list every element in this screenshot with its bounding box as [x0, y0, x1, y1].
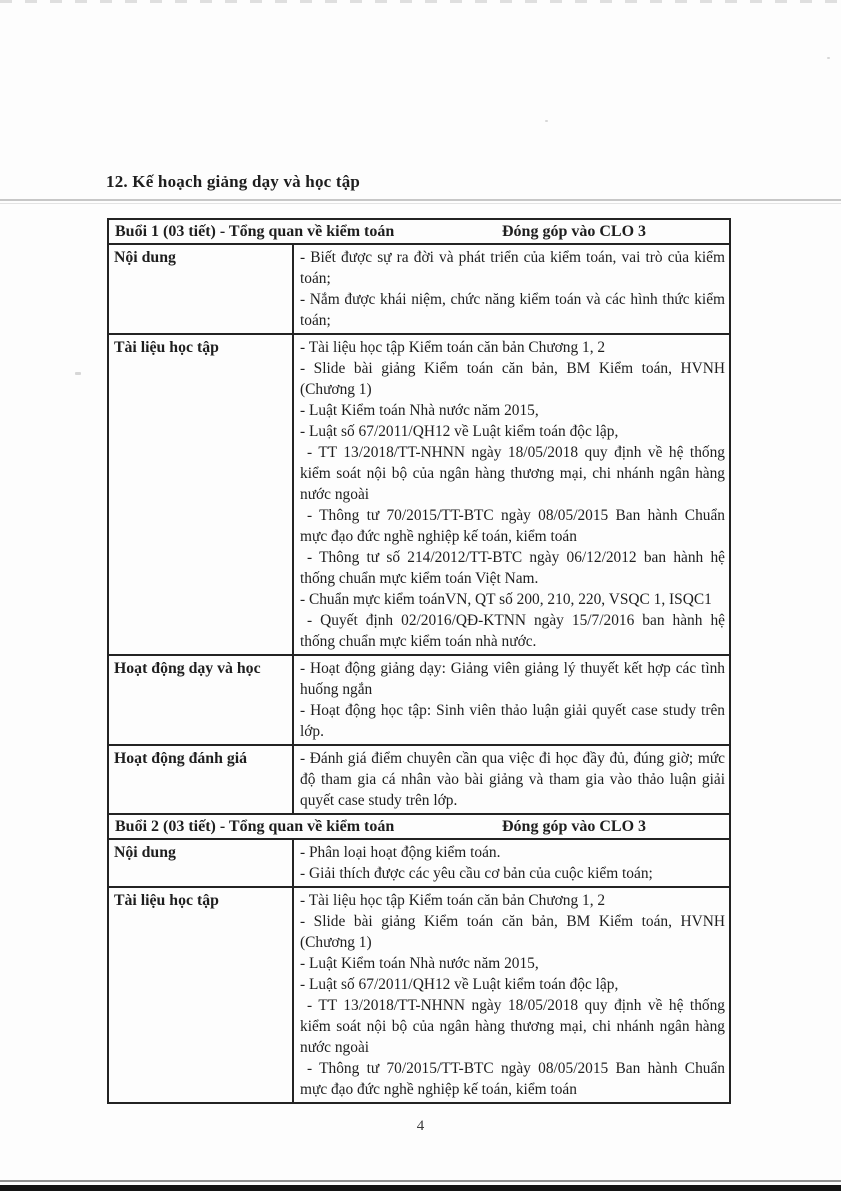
session-2-header: [109, 813, 729, 838]
table-row: [109, 744, 729, 813]
bullet-item: - Nắm được khái niệm, chức năng kiểm toán và các hình thức kiểm toán;: [300, 291, 725, 329]
row-content: [294, 656, 729, 744]
table-row: [109, 333, 729, 654]
bullet-item: - Thông tư số 214/2012/TT-BTC ngày 06/12/2012 ban hành hệ thống chuẩn mực kiểm toán Việt Nam.: [300, 549, 725, 587]
bullet-item: - Slide bài giảng Kiểm toán căn bản, BM Kiểm toán, HVNH (Chương 1): [300, 913, 725, 951]
bullet-item: - Biết được sự ra đời và phát triển của kiểm toán, vai trò của kiểm toán;: [300, 249, 725, 287]
bullet-item: - Luật số 67/2011/QH12 về Luật kiểm toán độc lập,: [300, 423, 619, 440]
bullet-item: - Thông tư 70/2015/TT-BTC ngày 08/05/2015 Ban hành Chuẩn mực đạo đức nghề nghiệp kế toán, kiểm toán: [300, 507, 725, 545]
session-2-clo-contribution: Đóng góp vào CLO 3: [502, 818, 647, 835]
session-1-header: [109, 220, 729, 243]
scan-horizontal-rule-faint: [0, 203, 841, 204]
table-row: [109, 838, 729, 886]
bullet-item: - Hoạt động học tập: Sinh viên thảo luận giải quyết case study trên lớp.: [300, 702, 725, 740]
bullet-item: - Thông tư 70/2015/TT-BTC ngày 08/05/2015 Ban hành Chuẩn mực đạo đức nghề nghiệp kế toán, kiểm toán: [300, 1060, 725, 1098]
session-1-clo-contribution: Đóng góp vào CLO 3: [502, 223, 647, 240]
scan-speck: [827, 57, 830, 59]
row-content: [294, 840, 729, 886]
bullet-item: - Đánh giá điểm chuyên cần qua việc đi học đầy đủ, đúng giờ; mức độ tham gia cá nhân vào bài giảng và tham gia vào thảo luận giải quyết case study trên lớp.: [300, 750, 725, 809]
scan-top-edge-artifact: [0, 0, 841, 3]
row-content: [294, 245, 729, 333]
bullet-item: - Tài liệu học tập Kiểm toán căn bản Chương 1, 2: [300, 892, 606, 909]
row-label-hoat-dong-danh-gia: Hoạt động đánh giá: [109, 746, 294, 813]
page-number: 4: [416, 1118, 425, 1134]
bullet-item: - Luật số 67/2011/QH12 về Luật kiểm toán độc lập,: [300, 976, 619, 993]
table-row: [109, 243, 729, 333]
table-row: [109, 886, 729, 1102]
syllabus-table: [107, 218, 731, 1104]
bullet-item: - Slide bài giảng Kiểm toán căn bản, BM Kiểm toán, HVNH (Chương 1): [300, 360, 725, 398]
bullet-item: - Giải thích được các yêu cầu cơ bản của cuộc kiểm toán;: [300, 865, 653, 882]
bullet-item: - TT 13/2018/TT-NHNN ngày 18/05/2018 quy định về hệ thống kiểm soát nội bộ của ngân hàng thương mại, chi nhánh ngân hàng nước ngoài: [300, 444, 725, 503]
row-label-noi-dung: Nội dung: [109, 840, 294, 886]
row-label-noi-dung: Nội dung: [109, 245, 294, 333]
bullet-item: - Chuẩn mực kiểm toánVN, QT số 200, 210, 220, VSQC 1, ISQC1: [300, 591, 712, 608]
bullet-item: - Hoạt động giảng dạy: Giảng viên giảng lý thuyết kết hợp các tình huống ngắn: [300, 660, 725, 698]
bullet-item: - Luật Kiểm toán Nhà nước năm 2015,: [300, 402, 539, 419]
row-label-hoat-dong-day-hoc: Hoạt động dạy và học: [109, 656, 294, 744]
section-heading: 12. Kế hoạch giảng dạy và học tập: [106, 172, 361, 191]
table-row: [109, 654, 729, 744]
row-content: [294, 888, 729, 1102]
bullet-item: - Phân loại hoạt động kiểm toán.: [300, 844, 501, 861]
row-content: [294, 335, 729, 654]
row-label-tai-lieu: Tài liệu học tập: [109, 888, 294, 1102]
bullet-item: - Quyết định 02/2016/QĐ-KTNN ngày 15/7/2016 ban hành hệ thống chuẩn mực kiểm toán nhà nước.: [300, 612, 725, 650]
bullet-item: - Luật Kiểm toán Nhà nước năm 2015,: [300, 955, 539, 972]
scan-horizontal-rule: [0, 199, 841, 201]
scan-bottom-band: [0, 1185, 841, 1191]
scan-bottom-rule: [0, 1180, 841, 1182]
row-content: [294, 746, 729, 813]
scan-speck: [545, 120, 548, 122]
bullet-item: - TT 13/2018/TT-NHNN ngày 18/05/2018 quy định về hệ thống kiểm soát nội bộ của ngân hàng thương mại, chi nhánh ngân hàng nước ngoài: [300, 997, 725, 1056]
session-2-title: Buổi 2 (03 tiết) - Tổng quan về kiểm toán: [115, 818, 395, 835]
row-label-tai-lieu: Tài liệu học tập: [109, 335, 294, 654]
bullet-item: - Tài liệu học tập Kiểm toán căn bản Chương 1, 2: [300, 339, 606, 356]
scan-speck: [75, 372, 81, 375]
session-1-title: Buổi 1 (03 tiết) - Tổng quan về kiểm toán: [115, 223, 395, 240]
